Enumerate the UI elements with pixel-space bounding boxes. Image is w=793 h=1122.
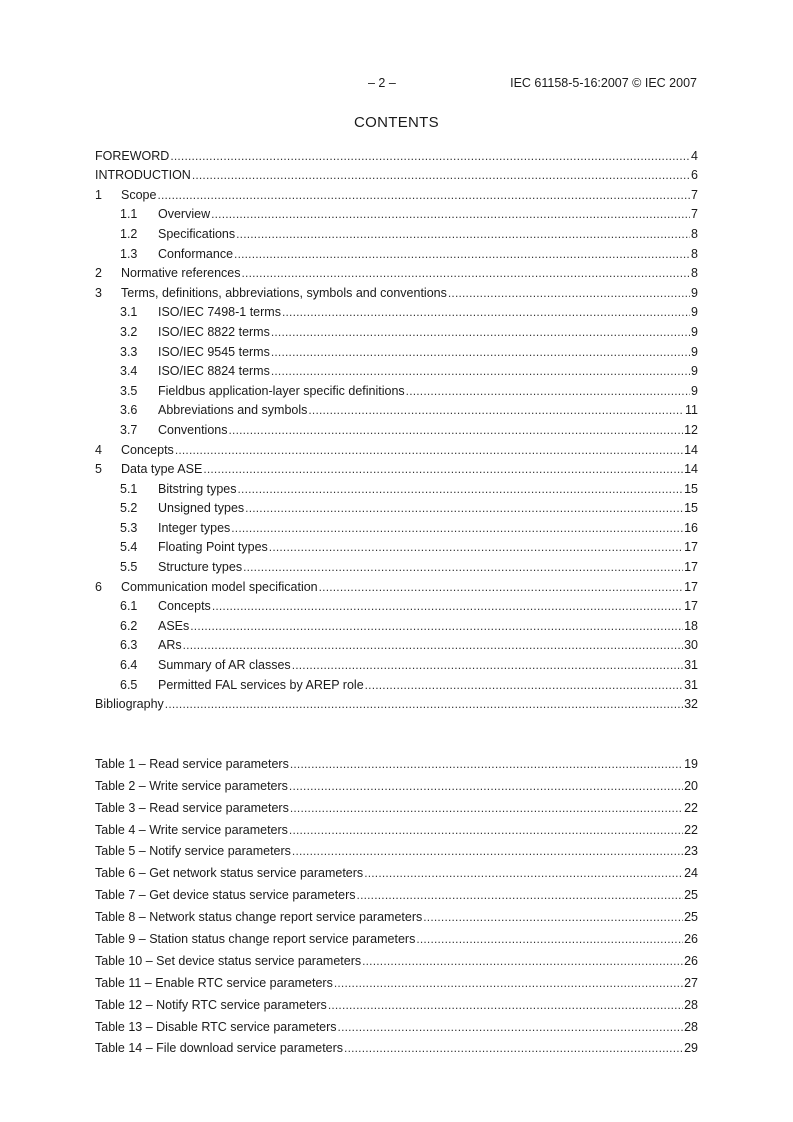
page-ref: 17 <box>684 599 698 614</box>
toc-title: ARs <box>158 638 182 653</box>
toc-title: ISO/IEC 8822 terms <box>158 324 270 339</box>
toc-title: Data type ASE <box>121 462 203 477</box>
section-number: 3 <box>95 285 102 300</box>
page-ref: 30 <box>684 638 698 653</box>
dot-leader <box>365 678 683 693</box>
page-ref: 31 <box>684 677 698 692</box>
dot-leader <box>290 757 683 772</box>
table-list-entry[interactable] <box>95 772 698 794</box>
toc-entry[interactable] <box>95 516 698 536</box>
page-ref: 9 <box>691 383 698 398</box>
dot-leader <box>234 247 690 262</box>
dot-leader <box>406 384 690 399</box>
page-ref: 31 <box>684 658 698 673</box>
table-list-entry[interactable] <box>95 750 698 772</box>
table-list-title: Table 11 – Enable RTC service parameters <box>95 975 333 990</box>
toc-title: Fieldbus application-layer specific definitions <box>158 383 405 398</box>
section-number: 1.1 <box>120 207 138 222</box>
table-list-title: Table 1 – Read service parameters <box>95 756 289 771</box>
section-number: 1 <box>95 187 102 202</box>
toc-entry[interactable] <box>95 399 698 419</box>
dot-leader <box>282 305 690 320</box>
section-number: 6.1 <box>120 599 138 614</box>
toc-title: Conformance <box>158 246 234 261</box>
toc-entry[interactable] <box>95 164 698 184</box>
section-number: 3.3 <box>120 344 138 359</box>
dot-leader <box>271 345 690 360</box>
section-number: 5.3 <box>120 520 138 535</box>
dot-leader <box>236 227 690 242</box>
section-number: 5.4 <box>120 540 138 555</box>
dot-leader <box>289 823 683 838</box>
page-ref: 8 <box>691 266 698 281</box>
page-ref: 14 <box>684 462 698 477</box>
toc-title: Permitted FAL services by AREP role <box>158 677 364 692</box>
page-ref: 8 <box>691 246 698 261</box>
page-ref: 9 <box>691 364 698 379</box>
toc-entry[interactable] <box>95 555 698 575</box>
toc-entry[interactable] <box>95 458 698 478</box>
page-ref: 28 <box>684 997 698 1012</box>
toc-title: Concepts <box>121 442 174 457</box>
dot-leader <box>212 599 683 614</box>
dot-leader <box>269 540 683 555</box>
toc-title: ASEs <box>158 618 190 633</box>
toc-title: Normative references <box>121 266 241 281</box>
toc-entry[interactable] <box>95 595 698 615</box>
dot-leader <box>290 801 683 816</box>
dot-leader <box>271 364 690 379</box>
page-ref: 26 <box>684 932 698 947</box>
toc-title: Integer types <box>158 520 231 535</box>
page-ref: 8 <box>691 226 698 241</box>
table-list-entry[interactable] <box>95 838 698 860</box>
dot-leader <box>319 580 683 595</box>
table-list-entry[interactable] <box>95 816 698 838</box>
toc-title: Bibliography <box>95 697 164 712</box>
toc-entry[interactable] <box>95 575 698 595</box>
toc-entry[interactable] <box>95 281 698 301</box>
dot-leader <box>165 697 683 712</box>
page-ref: 17 <box>684 540 698 555</box>
page-ref: 15 <box>684 481 698 496</box>
section-number: 6.5 <box>120 677 138 692</box>
dot-leader <box>203 462 683 477</box>
toc-entry[interactable] <box>95 497 698 517</box>
table-of-contents <box>95 144 698 712</box>
dot-leader <box>292 658 683 673</box>
page-ref: 6 <box>691 168 698 183</box>
table-list-title: Table 6 – Get network status service parameters <box>95 866 364 881</box>
toc-entry[interactable] <box>95 693 698 713</box>
section-number: 3.1 <box>120 305 138 320</box>
toc-title: Terms, definitions, abbreviations, symbols and conventions <box>121 285 447 300</box>
dot-leader <box>357 888 684 903</box>
toc-entry[interactable] <box>95 262 698 282</box>
toc-title: INTRODUCTION <box>95 168 191 183</box>
toc-title: Floating Point types <box>158 540 268 555</box>
dot-leader <box>243 560 683 575</box>
toc-entry[interactable] <box>95 144 698 164</box>
dot-leader <box>364 866 683 881</box>
dot-leader <box>229 423 684 438</box>
toc-title: Overview <box>158 207 211 222</box>
section-number: 6.4 <box>120 658 138 673</box>
dot-leader <box>328 998 683 1013</box>
section-number: 3.6 <box>120 403 138 418</box>
dot-leader <box>271 325 690 340</box>
toc-entry[interactable] <box>95 653 698 673</box>
table-list-title: Table 9 – Station status change report service parameters <box>95 932 416 947</box>
toc-entry[interactable] <box>95 183 698 203</box>
dot-leader <box>231 521 683 536</box>
table-list-title: Table 12 – Notify RTC service parameters <box>95 997 327 1012</box>
page-ref: 12 <box>684 422 698 437</box>
section-number: 5.2 <box>120 501 138 516</box>
page-ref: 7 <box>691 187 698 202</box>
section-number: 5.5 <box>120 560 138 575</box>
dot-leader <box>245 501 683 516</box>
page-ref: 26 <box>684 953 698 968</box>
page-ref: 29 <box>684 1041 698 1056</box>
toc-title: Concepts <box>158 599 211 614</box>
table-list-entry[interactable] <box>95 925 698 947</box>
page-ref: 23 <box>684 844 698 859</box>
toc-title: Conventions <box>158 422 228 437</box>
toc-title: Structure types <box>158 560 243 575</box>
section-number: 1.2 <box>120 226 138 241</box>
toc-title: Unsigned types <box>158 501 245 516</box>
page-ref: 18 <box>684 618 698 633</box>
dot-leader <box>289 779 683 794</box>
page-ref: 27 <box>684 975 698 990</box>
page-ref: 9 <box>691 324 698 339</box>
page-ref: 28 <box>684 1019 698 1034</box>
table-list-title: Table 2 – Write service parameters <box>95 778 288 793</box>
page-ref: 19 <box>684 756 698 771</box>
dot-leader <box>338 1020 684 1035</box>
toc-title: ISO/IEC 7498-1 terms <box>158 305 281 320</box>
section-number: 1.3 <box>120 246 138 261</box>
toc-entry[interactable] <box>95 242 698 262</box>
table-list-title: Table 5 – Notify service parameters <box>95 844 291 859</box>
toc-entry[interactable] <box>95 634 698 654</box>
page-ref: 22 <box>684 800 698 815</box>
toc-title: FOREWORD <box>95 148 170 163</box>
toc-title: Bitstring types <box>158 481 237 496</box>
toc-title: Communication model specification <box>121 579 318 594</box>
dot-leader <box>308 403 684 418</box>
toc-entry[interactable] <box>95 673 698 693</box>
page-ref: 32 <box>684 697 698 712</box>
toc-entry[interactable] <box>95 379 698 399</box>
table-list-entry[interactable] <box>95 969 698 991</box>
dot-leader <box>238 482 684 497</box>
dot-leader <box>192 168 690 183</box>
dot-leader <box>190 619 683 634</box>
page-ref: 9 <box>691 285 698 300</box>
table-list-entry[interactable] <box>95 859 698 881</box>
toc-entry[interactable] <box>95 418 698 438</box>
page-ref: 22 <box>684 822 698 837</box>
table-list-entry[interactable] <box>95 947 698 969</box>
toc-title: Specifications <box>158 226 236 241</box>
page-ref: 25 <box>684 910 698 925</box>
page-ref: 9 <box>691 344 698 359</box>
toc-title: ISO/IEC 9545 terms <box>158 344 270 359</box>
dot-leader <box>170 149 690 164</box>
dot-leader <box>292 844 683 859</box>
dot-leader <box>242 266 691 281</box>
toc-entry[interactable] <box>95 438 698 458</box>
page-ref: 14 <box>684 442 698 457</box>
section-number: 3.2 <box>120 324 138 339</box>
page-ref: 16 <box>684 520 698 535</box>
section-number: 4 <box>95 442 102 457</box>
page-ref: 24 <box>684 866 698 881</box>
page-ref: 17 <box>684 560 698 575</box>
table-list-title: Table 13 – Disable RTC service parameters <box>95 1019 337 1034</box>
table-list-title: Table 10 – Set device status service parameters <box>95 953 362 968</box>
toc-title: Abbreviations and symbols <box>158 403 308 418</box>
dot-leader <box>157 188 690 203</box>
section-number: 3.5 <box>120 383 138 398</box>
toc-entry[interactable] <box>95 203 698 223</box>
toc-title: Scope <box>121 187 157 202</box>
dot-leader <box>344 1041 683 1056</box>
page-ref: 15 <box>684 501 698 516</box>
toc-title: ISO/IEC 8824 terms <box>158 364 270 379</box>
dot-leader <box>183 638 683 653</box>
dot-leader <box>175 443 683 458</box>
table-list-title: Table 8 – Network status change report service parameters <box>95 910 423 925</box>
dot-leader <box>423 910 683 925</box>
table-list-entry[interactable] <box>95 794 698 816</box>
section-number: 2 <box>95 266 102 281</box>
page-ref: 20 <box>684 778 698 793</box>
toc-entry[interactable] <box>95 340 698 360</box>
section-number: 3.4 <box>120 364 138 379</box>
page-ref: 7 <box>691 207 698 222</box>
section-number: 3.7 <box>120 422 138 437</box>
dot-leader <box>362 954 683 969</box>
page-ref: 25 <box>684 888 698 903</box>
section-number: 5 <box>95 462 102 477</box>
page-header <box>0 76 793 92</box>
table-list-entry[interactable] <box>95 1035 698 1057</box>
toc-entry[interactable] <box>95 222 698 242</box>
page-ref: 9 <box>691 305 698 320</box>
toc-entry[interactable] <box>95 477 698 497</box>
section-number: 5.1 <box>120 481 138 496</box>
section-number: 6 <box>95 579 102 594</box>
dot-leader <box>211 207 690 222</box>
table-list-entry[interactable] <box>95 903 698 925</box>
page-ref: 11 <box>685 403 698 418</box>
dot-leader <box>334 976 683 991</box>
page-number: – 2 – <box>368 76 396 90</box>
page-ref: 4 <box>691 148 698 163</box>
page-ref: 17 <box>684 579 698 594</box>
table-list-title: Table 4 – Write service parameters <box>95 822 288 837</box>
toc-entry[interactable] <box>95 360 698 380</box>
table-list-title: Table 14 – File download service parameters <box>95 1041 344 1056</box>
section-number: 6.2 <box>120 618 138 633</box>
toc-title: Summary of AR classes <box>158 658 291 673</box>
dot-leader <box>416 932 683 947</box>
table-list-entry[interactable] <box>95 1013 698 1035</box>
toc-entry[interactable] <box>95 536 698 556</box>
toc-entry[interactable] <box>95 320 698 340</box>
document-reference: IEC 61158-5-16:2007 © IEC 2007 <box>510 76 697 90</box>
table-list-title: Table 7 – Get device status service parameters <box>95 888 356 903</box>
toc-entry[interactable] <box>95 614 698 634</box>
toc-entry[interactable] <box>95 301 698 321</box>
dot-leader <box>448 286 690 301</box>
table-list-entry[interactable] <box>95 991 698 1013</box>
list-of-tables <box>95 750 698 1056</box>
contents-title: CONTENTS <box>354 114 439 131</box>
section-number: 6.3 <box>120 638 138 653</box>
table-list-title: Table 3 – Read service parameters <box>95 800 289 815</box>
table-list-entry[interactable] <box>95 881 698 903</box>
